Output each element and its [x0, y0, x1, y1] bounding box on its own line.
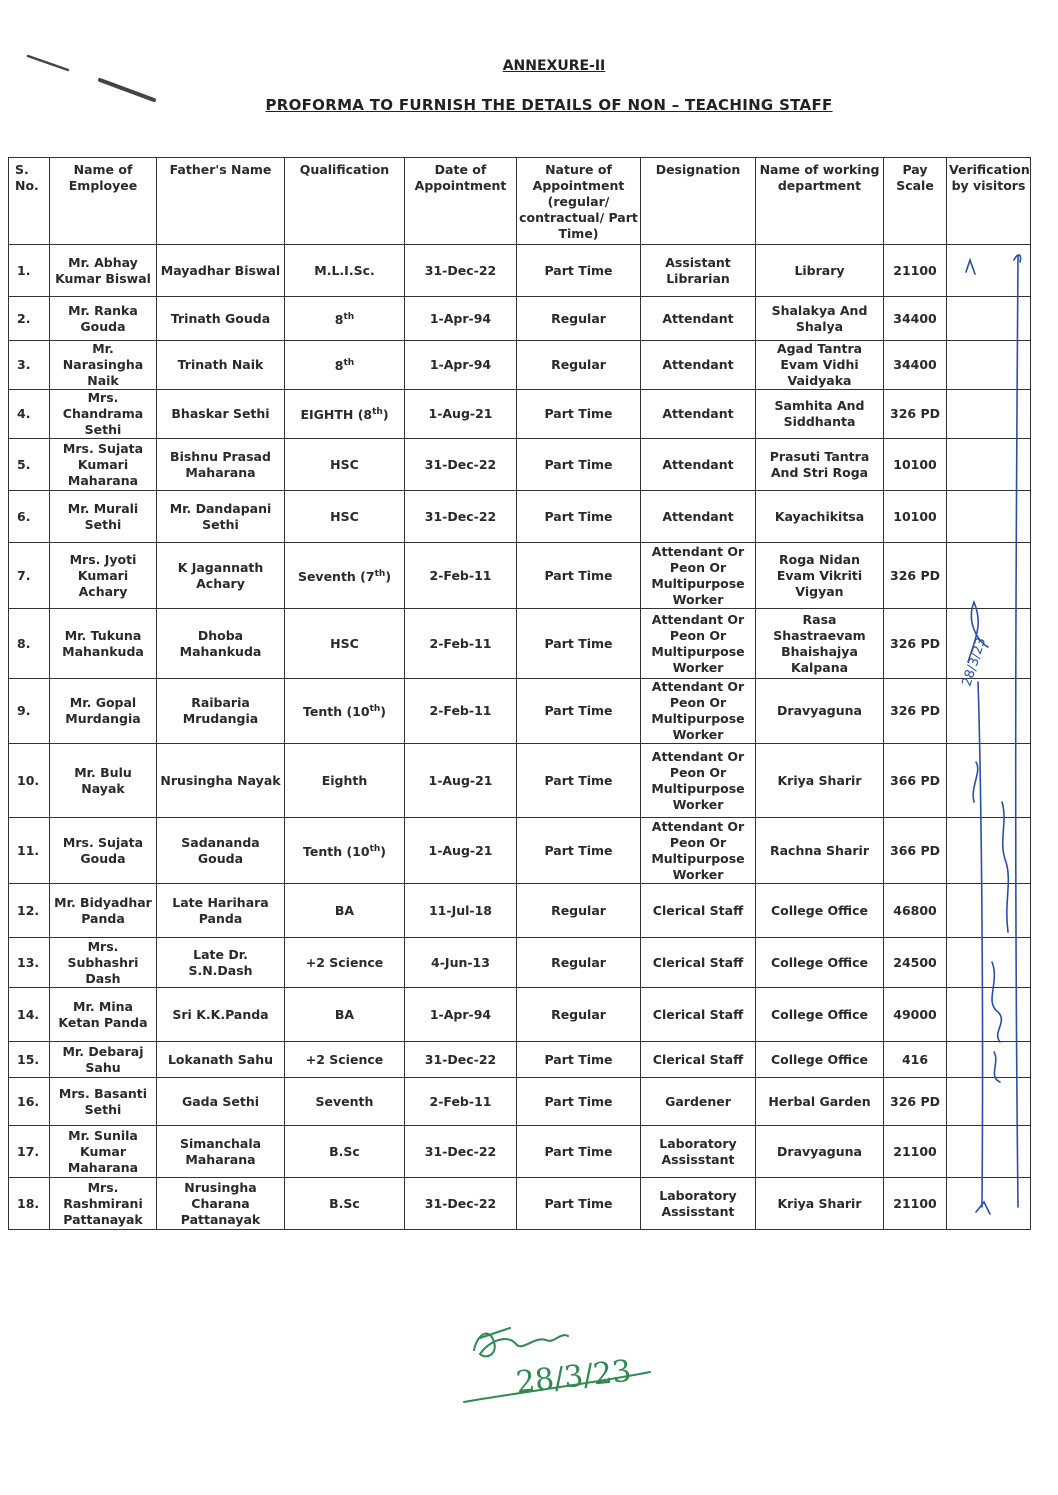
- cell-pay: 21100: [884, 1126, 947, 1178]
- proforma-title: PROFORMA TO FURNISH THE DETAILS OF NON – TEACHING STAFF: [265, 96, 833, 114]
- cell-pay: 416: [884, 1042, 947, 1078]
- cell-designation: Attendant: [641, 491, 756, 543]
- staff-table-body: [9, 245, 1031, 1230]
- cell-sno: 18.: [9, 1178, 50, 1230]
- cell-name: Mrs. Jyoti Kumari Achary: [50, 543, 157, 609]
- cell-qualification: Seventh: [285, 1078, 405, 1126]
- cell-name: Mrs. Basanti Sethi: [50, 1078, 157, 1126]
- cell-pay: 366 PD: [884, 818, 947, 884]
- cell-designation: Attendant Or Peon Or Multipurpose Worker: [641, 543, 756, 609]
- cell-date: 2-Feb-11: [405, 679, 517, 744]
- cell-name: Mr. Bulu Nayak: [50, 744, 157, 818]
- cell-pay: 366 PD: [884, 744, 947, 818]
- ordinal-suffix: th: [369, 843, 381, 854]
- cell-qualification: HSC: [285, 439, 405, 491]
- cell-qualification: Tenth (10th): [285, 679, 405, 744]
- cell-department: Agad Tantra Evam Vidhi Vaidyaka: [756, 341, 884, 390]
- cell-father: Gada Sethi: [157, 1078, 285, 1126]
- cell-verification: [947, 1178, 1031, 1230]
- col-header-date: Date of Appointment: [405, 158, 517, 245]
- col-header-pay: Pay Scale: [884, 158, 947, 245]
- cell-pay: 326 PD: [884, 1078, 947, 1126]
- cell-verification: [947, 818, 1031, 884]
- cell-verification: [947, 390, 1031, 439]
- cell-qualification: B.Sc: [285, 1126, 405, 1178]
- cell-designation: Attendant Or Peon Or Multipurpose Worker: [641, 744, 756, 818]
- cell-qualification: +2 Science: [285, 938, 405, 988]
- cell-qualification: Seventh (7th): [285, 543, 405, 609]
- cell-qualification: 8th: [285, 341, 405, 390]
- cell-father: Trinath Naik: [157, 341, 285, 390]
- cell-nature: Part Time: [517, 1126, 641, 1178]
- cell-pay: 326 PD: [884, 679, 947, 744]
- cell-name: Mr. Sunila Kumar Maharana: [50, 1126, 157, 1178]
- cell-verification: [947, 439, 1031, 491]
- cell-pay: 21100: [884, 1178, 947, 1230]
- cell-designation: Laboratory Assisstant: [641, 1178, 756, 1230]
- cell-nature: Part Time: [517, 818, 641, 884]
- cell-sno: 1.: [9, 245, 50, 297]
- cell-sno: 17.: [9, 1126, 50, 1178]
- cell-verification: [947, 679, 1031, 744]
- cell-name: Mrs. Sujata Gouda: [50, 818, 157, 884]
- cell-pay: 49000: [884, 988, 947, 1042]
- col-header-father: Father's Name: [157, 158, 285, 245]
- cell-father: Nrusingha Charana Pattanayak: [157, 1178, 285, 1230]
- cell-name: Mr. Bidyadhar Panda: [50, 884, 157, 938]
- cell-department: Kriya Sharir: [756, 744, 884, 818]
- ordinal-suffix: th: [372, 407, 383, 418]
- table-row: [9, 609, 1031, 679]
- cell-father: Nrusingha Nayak: [157, 744, 285, 818]
- cell-verification: [947, 341, 1031, 390]
- col-header-nature: Nature of Appointment (regular/ contractual/ Part Time): [517, 158, 641, 245]
- cell-sno: 7.: [9, 543, 50, 609]
- cell-date: 1-Aug-21: [405, 818, 517, 884]
- cell-department: Library: [756, 245, 884, 297]
- cell-name: Mrs. Subhashri Dash: [50, 938, 157, 988]
- table-row: [9, 1042, 1031, 1078]
- cell-nature: Regular: [517, 297, 641, 341]
- staff-table: [8, 157, 1031, 1230]
- cell-date: 1-Apr-94: [405, 341, 517, 390]
- cell-nature: Regular: [517, 341, 641, 390]
- cell-nature: Part Time: [517, 245, 641, 297]
- cell-nature: Regular: [517, 938, 641, 988]
- cell-qualification: Tenth (10th): [285, 818, 405, 884]
- cell-designation: Attendant Or Peon Or Multipurpose Worker: [641, 679, 756, 744]
- cell-sno: 13.: [9, 938, 50, 988]
- cell-department: Dravyaguna: [756, 1126, 884, 1178]
- cell-date: 31-Dec-22: [405, 245, 517, 297]
- cell-designation: Attendant: [641, 297, 756, 341]
- cell-designation: Assistant Librarian: [641, 245, 756, 297]
- cell-father: Trinath Gouda: [157, 297, 285, 341]
- cell-designation: Gardener: [641, 1078, 756, 1126]
- cell-sno: 16.: [9, 1078, 50, 1126]
- cell-nature: Regular: [517, 884, 641, 938]
- cell-department: College Office: [756, 988, 884, 1042]
- table-row: [9, 679, 1031, 744]
- cell-sno: 11.: [9, 818, 50, 884]
- cell-qualification: M.L.I.Sc.: [285, 245, 405, 297]
- cell-name: Mr. Murali Sethi: [50, 491, 157, 543]
- annexure-title: ANNEXURE-II: [502, 58, 606, 74]
- cell-father: Mr. Dandapani Sethi: [157, 491, 285, 543]
- cell-sno: 14.: [9, 988, 50, 1042]
- table-row: [9, 297, 1031, 341]
- cell-sno: 6.: [9, 491, 50, 543]
- cell-date: 4-Jun-13: [405, 938, 517, 988]
- cell-verification: [947, 297, 1031, 341]
- cell-name: Mr. Abhay Kumar Biswal: [50, 245, 157, 297]
- table-row: [9, 744, 1031, 818]
- cell-father: Simanchala Maharana: [157, 1126, 285, 1178]
- cell-department: Rachna Sharir: [756, 818, 884, 884]
- cell-qualification: BA: [285, 988, 405, 1042]
- cell-nature: Part Time: [517, 1042, 641, 1078]
- cell-nature: Part Time: [517, 1178, 641, 1230]
- ordinal-suffix: th: [343, 311, 355, 322]
- cell-designation: Attendant: [641, 390, 756, 439]
- cell-qualification: EIGHTH (8th): [285, 390, 405, 439]
- table-row: [9, 1126, 1031, 1178]
- cell-designation: Attendant: [641, 439, 756, 491]
- cell-department: Prasuti Tantra And Stri Roga: [756, 439, 884, 491]
- cell-name: Mr. Narasingha Naik: [50, 341, 157, 390]
- col-header-sno: S. No.: [9, 158, 50, 245]
- cell-department: Herbal Garden: [756, 1078, 884, 1126]
- cell-sno: 9.: [9, 679, 50, 744]
- cell-date: 31-Dec-22: [405, 439, 517, 491]
- cell-department: College Office: [756, 1042, 884, 1078]
- signature-mark: [450, 1310, 660, 1420]
- col-header-verification: Verification by visitors: [947, 158, 1031, 245]
- cell-pay: 326 PD: [884, 390, 947, 439]
- cell-verification: [947, 1042, 1031, 1078]
- table-row: [9, 491, 1031, 543]
- cell-date: 2-Feb-11: [405, 1078, 517, 1126]
- cell-father: Mayadhar Biswal: [157, 245, 285, 297]
- table-row: [9, 390, 1031, 439]
- cell-father: Bishnu Prasad Maharana: [157, 439, 285, 491]
- cell-sno: 3.: [9, 341, 50, 390]
- col-header-department: Name of working department: [756, 158, 884, 245]
- cell-verification: [947, 1126, 1031, 1178]
- cell-date: 31-Dec-22: [405, 1178, 517, 1230]
- cell-nature: Regular: [517, 988, 641, 1042]
- table-row: [9, 818, 1031, 884]
- cell-name: Mrs. Rashmirani Pattanayak: [50, 1178, 157, 1230]
- cell-nature: Part Time: [517, 744, 641, 818]
- cell-pay: 24500: [884, 938, 947, 988]
- table-header-row: [9, 158, 1031, 245]
- col-header-qualification: Qualification: [285, 158, 405, 245]
- cell-date: 31-Dec-22: [405, 491, 517, 543]
- table-row: [9, 1078, 1031, 1126]
- table-row: [9, 341, 1031, 390]
- cell-date: 1-Aug-21: [405, 744, 517, 818]
- cell-designation: Clerical Staff: [641, 1042, 756, 1078]
- cell-department: Samhita And Siddhanta: [756, 390, 884, 439]
- cell-qualification: 8th: [285, 297, 405, 341]
- cell-department: College Office: [756, 884, 884, 938]
- signature-date: 28/3/23: [514, 1353, 633, 1401]
- cell-nature: Part Time: [517, 609, 641, 679]
- cell-verification: [947, 609, 1031, 679]
- cell-verification: [947, 884, 1031, 938]
- cell-father: Sadananda Gouda: [157, 818, 285, 884]
- cell-nature: Part Time: [517, 679, 641, 744]
- cell-qualification: HSC: [285, 491, 405, 543]
- cell-designation: Laboratory Assisstant: [641, 1126, 756, 1178]
- cell-date: 2-Feb-11: [405, 543, 517, 609]
- cell-father: K Jagannath Achary: [157, 543, 285, 609]
- cell-sno: 2.: [9, 297, 50, 341]
- cell-qualification: B.Sc: [285, 1178, 405, 1230]
- cell-date: 1-Apr-94: [405, 988, 517, 1042]
- cell-name: Mr. Mina Ketan Panda: [50, 988, 157, 1042]
- ordinal-suffix: th: [343, 358, 355, 369]
- cell-sno: 4.: [9, 390, 50, 439]
- cell-sno: 10.: [9, 744, 50, 818]
- cell-department: Roga Nidan Evam Vikriti Vigyan: [756, 543, 884, 609]
- cell-nature: Part Time: [517, 439, 641, 491]
- cell-pay: 21100: [884, 245, 947, 297]
- cell-father: Dhoba Mahankuda: [157, 609, 285, 679]
- cell-father: Late Harihara Panda: [157, 884, 285, 938]
- cell-designation: Attendant: [641, 341, 756, 390]
- cell-name: Mr. Tukuna Mahankuda: [50, 609, 157, 679]
- table-row: [9, 245, 1031, 297]
- cell-verification: [947, 543, 1031, 609]
- cell-date: 1-Apr-94: [405, 297, 517, 341]
- cell-date: 2-Feb-11: [405, 609, 517, 679]
- cell-designation: Clerical Staff: [641, 884, 756, 938]
- cell-verification: [947, 245, 1031, 297]
- cell-nature: Part Time: [517, 390, 641, 439]
- cell-qualification: Eighth: [285, 744, 405, 818]
- cell-designation: Clerical Staff: [641, 938, 756, 988]
- cell-qualification: +2 Science: [285, 1042, 405, 1078]
- cell-department: College Office: [756, 938, 884, 988]
- cell-name: Mrs. Chandrama Sethi: [50, 390, 157, 439]
- cell-pay: 46800: [884, 884, 947, 938]
- cell-father: Raibaria Mrudangia: [157, 679, 285, 744]
- cell-qualification: HSC: [285, 609, 405, 679]
- cell-father: Lokanath Sahu: [157, 1042, 285, 1078]
- cell-nature: Part Time: [517, 1078, 641, 1126]
- cell-name: Mr. Debaraj Sahu: [50, 1042, 157, 1078]
- cell-qualification: BA: [285, 884, 405, 938]
- cell-sno: 15.: [9, 1042, 50, 1078]
- table-row: [9, 988, 1031, 1042]
- table-row: [9, 1178, 1031, 1230]
- cell-designation: Attendant Or Peon Or Multipurpose Worker: [641, 609, 756, 679]
- cell-pay: 10100: [884, 439, 947, 491]
- cell-department: Shalakya And Shalya: [756, 297, 884, 341]
- cell-date: 31-Dec-22: [405, 1126, 517, 1178]
- col-header-name: Name of Employee: [50, 158, 157, 245]
- table-row: [9, 543, 1031, 609]
- cell-pay: 10100: [884, 491, 947, 543]
- cell-verification: [947, 491, 1031, 543]
- table-row: [9, 439, 1031, 491]
- verification-date: 28/3/23: [959, 635, 990, 689]
- cell-sno: 12.: [9, 884, 50, 938]
- cell-department: Kriya Sharir: [756, 1178, 884, 1230]
- cell-father: Late Dr. S.N.Dash: [157, 938, 285, 988]
- cell-name: Mr. Ranka Gouda: [50, 297, 157, 341]
- cell-name: Mr. Gopal Murdangia: [50, 679, 157, 744]
- ordinal-suffix: th: [369, 704, 381, 715]
- cell-verification: [947, 1078, 1031, 1126]
- cell-nature: Part Time: [517, 491, 641, 543]
- cell-pay: 326 PD: [884, 609, 947, 679]
- cell-father: Bhaskar Sethi: [157, 390, 285, 439]
- cell-verification: [947, 938, 1031, 988]
- cell-date: 1-Aug-21: [405, 390, 517, 439]
- cell-department: Dravyaguna: [756, 679, 884, 744]
- col-header-designation: Designation: [641, 158, 756, 245]
- cell-department: Rasa Shastraevam Bhaishajya Kalpana: [756, 609, 884, 679]
- ordinal-suffix: th: [374, 568, 386, 579]
- cell-verification: [947, 744, 1031, 818]
- table-row: [9, 938, 1031, 988]
- table-row: [9, 884, 1031, 938]
- cell-verification: [947, 988, 1031, 1042]
- cell-pay: 34400: [884, 341, 947, 390]
- cell-pay: 326 PD: [884, 543, 947, 609]
- cell-name: Mrs. Sujata Kumari Maharana: [50, 439, 157, 491]
- cell-father: Sri K.K.Panda: [157, 988, 285, 1042]
- cell-designation: Attendant Or Peon Or Multipurpose Worker: [641, 818, 756, 884]
- cell-date: 11-Jul-18: [405, 884, 517, 938]
- cell-date: 31-Dec-22: [405, 1042, 517, 1078]
- cell-department: Kayachikitsa: [756, 491, 884, 543]
- cell-sno: 8.: [9, 609, 50, 679]
- cell-sno: 5.: [9, 439, 50, 491]
- cell-designation: Clerical Staff: [641, 988, 756, 1042]
- cell-nature: Part Time: [517, 543, 641, 609]
- cell-pay: 34400: [884, 297, 947, 341]
